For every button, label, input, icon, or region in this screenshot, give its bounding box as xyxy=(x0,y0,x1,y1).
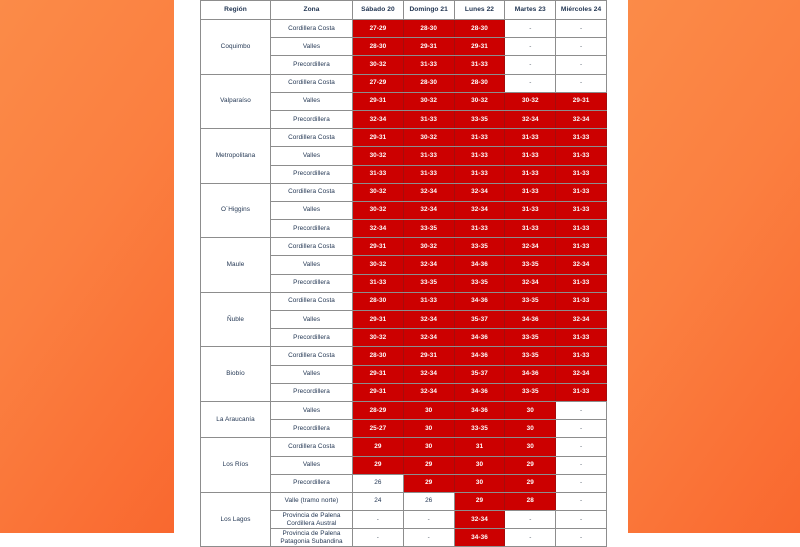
temperature-cell: 29 xyxy=(505,456,556,474)
temperature-cell: - xyxy=(556,456,607,474)
temperature-cell: - xyxy=(556,401,607,419)
temperature-cell: - xyxy=(505,74,556,92)
temperature-cell: - xyxy=(556,511,607,529)
temperature-cell: 34-36 xyxy=(505,365,556,383)
zona-cell: Precordillera xyxy=(271,420,353,438)
temperature-cell: 26 xyxy=(403,492,454,510)
region-cell: Ñuble xyxy=(201,292,271,347)
zona-cell: Precordillera xyxy=(271,474,353,492)
zona-line: Provincia de Palena xyxy=(282,530,341,538)
temperature-cell: 31-33 xyxy=(505,165,556,183)
temperature-cell: 33-35 xyxy=(505,383,556,401)
temperature-cell: 35-37 xyxy=(454,365,505,383)
temperature-cell: 31-33 xyxy=(556,165,607,183)
temperature-cell: - xyxy=(556,38,607,56)
temperature-cell: 29-31 xyxy=(353,129,404,147)
temperature-cell: 31-33 xyxy=(403,110,454,128)
table-body xyxy=(201,20,607,547)
temperature-cell: 33-35 xyxy=(505,292,556,310)
zona-cell: Valles xyxy=(271,256,353,274)
temperature-cell: 32-34 xyxy=(505,274,556,292)
temperature-cell: 29-31 xyxy=(556,92,607,110)
region-cell: O´Higgins xyxy=(201,183,271,238)
temperature-cell: 30 xyxy=(454,474,505,492)
background-panel-right xyxy=(628,0,800,533)
temperature-cell: 30 xyxy=(505,420,556,438)
temperature-cell: 30-32 xyxy=(403,129,454,147)
table-row xyxy=(201,129,607,147)
table-row xyxy=(201,492,607,510)
temperature-cell: 31-33 xyxy=(454,165,505,183)
region-cell: Biobío xyxy=(201,347,271,402)
zona-cell: Cordillera Costa xyxy=(271,347,353,365)
temperature-cell: 33-35 xyxy=(454,274,505,292)
zona-cell: Cordillera Costa xyxy=(271,74,353,92)
temperature-cell: 31-33 xyxy=(505,220,556,238)
table-row xyxy=(201,20,607,38)
temperature-cell: 33-35 xyxy=(454,238,505,256)
temperature-cell: 32-34 xyxy=(353,110,404,128)
temperature-cell: 31-33 xyxy=(556,201,607,219)
zona-cell xyxy=(271,511,353,529)
temperature-cell: 30 xyxy=(454,456,505,474)
temperature-cell: 24 xyxy=(353,492,404,510)
temperature-cell: 32-34 xyxy=(403,383,454,401)
temperature-cell: - xyxy=(556,474,607,492)
temperature-cell: 32-34 xyxy=(403,256,454,274)
table-row xyxy=(201,238,607,256)
background-panel-left xyxy=(0,0,174,533)
region-cell: La Araucanía xyxy=(201,401,271,437)
table-row xyxy=(201,292,607,310)
temperature-cell: 31-33 xyxy=(454,129,505,147)
temperature-cell: 32-34 xyxy=(454,511,505,529)
temperature-cell: - xyxy=(556,529,607,547)
temperature-cell: - xyxy=(505,529,556,547)
temperature-cell: 28-30 xyxy=(353,292,404,310)
temperature-cell: 34-36 xyxy=(454,383,505,401)
temperature-cell: 31-33 xyxy=(556,292,607,310)
temperature-cell: 31-33 xyxy=(505,147,556,165)
table-row xyxy=(201,183,607,201)
temperature-cell: 32-34 xyxy=(454,183,505,201)
temperature-cell: 32-34 xyxy=(403,365,454,383)
temperature-cell: 31-33 xyxy=(403,56,454,74)
temperature-cell: 32-34 xyxy=(505,110,556,128)
temperature-cell: 30-32 xyxy=(505,92,556,110)
temperature-cell: 30-32 xyxy=(353,183,404,201)
temperature-cell: - xyxy=(353,529,404,547)
temperature-cell: 31-33 xyxy=(505,183,556,201)
temperature-cell: 31-33 xyxy=(556,147,607,165)
temperature-cell: 30 xyxy=(403,438,454,456)
temperature-cell: 30-32 xyxy=(353,56,404,74)
temperature-cell: 32-34 xyxy=(556,110,607,128)
zona-cell: Valles xyxy=(271,311,353,329)
zona-cell: Valle (tramo norte) xyxy=(271,492,353,510)
temperature-cell: 31-33 xyxy=(556,220,607,238)
temperature-cell: 31 xyxy=(454,438,505,456)
temperature-cell: 34-36 xyxy=(454,256,505,274)
temperature-cell: 34-36 xyxy=(454,347,505,365)
temperature-cell: 28-29 xyxy=(353,401,404,419)
temperature-cell: 30-32 xyxy=(403,238,454,256)
zona-cell xyxy=(271,529,353,547)
temperature-cell: 33-35 xyxy=(454,420,505,438)
temperature-cell: 28-30 xyxy=(403,74,454,92)
temperature-cell: 34-36 xyxy=(454,329,505,347)
temperature-cell: 32-34 xyxy=(353,220,404,238)
zona-cell: Precordillera xyxy=(271,220,353,238)
column-header-day-4: Martes 23 xyxy=(505,1,556,20)
temperature-cell: 32-34 xyxy=(403,329,454,347)
temperature-cell: 34-36 xyxy=(505,311,556,329)
temperature-cell: 31-33 xyxy=(454,147,505,165)
temperature-cell: 32-34 xyxy=(454,201,505,219)
temperature-cell: 31-33 xyxy=(556,347,607,365)
temperature-cell: 29 xyxy=(505,474,556,492)
temperature-cell: 28-30 xyxy=(454,74,505,92)
header-row xyxy=(201,1,607,20)
temperature-cell: 29-31 xyxy=(403,38,454,56)
zona-cell: Precordillera xyxy=(271,165,353,183)
temperature-cell: 31-33 xyxy=(454,56,505,74)
temperature-cell: 31-33 xyxy=(556,183,607,201)
temperature-cell: 28-30 xyxy=(403,20,454,38)
temperature-cell: - xyxy=(353,511,404,529)
column-header-day-3: Lunes 22 xyxy=(454,1,505,20)
temperature-cell: 29 xyxy=(353,456,404,474)
temperature-cell: 29 xyxy=(403,456,454,474)
temperature-cell: 29 xyxy=(454,492,505,510)
zona-cell: Cordillera Costa xyxy=(271,20,353,38)
zona-cell: Precordillera xyxy=(271,110,353,128)
table-row xyxy=(201,438,607,456)
temperature-cell: 33-35 xyxy=(505,347,556,365)
temperature-cell: 32-34 xyxy=(556,256,607,274)
temperature-cell: 31-33 xyxy=(454,220,505,238)
temperature-cell: 33-35 xyxy=(403,220,454,238)
temperature-cell: - xyxy=(556,492,607,510)
temperature-cell: 31-33 xyxy=(556,129,607,147)
temperature-cell: 31-33 xyxy=(505,201,556,219)
temperature-cell: 34-36 xyxy=(454,401,505,419)
temperature-cell: 32-34 xyxy=(556,311,607,329)
temperature-cell: 33-35 xyxy=(454,110,505,128)
temperature-cell: 31-33 xyxy=(353,274,404,292)
temperature-cell: 31-33 xyxy=(556,274,607,292)
temperature-cell: 31-33 xyxy=(505,129,556,147)
temperature-cell: 34-36 xyxy=(454,292,505,310)
temperature-cell: 32-34 xyxy=(556,365,607,383)
temperature-cell: 27-29 xyxy=(353,74,404,92)
region-cell: Coquimbo xyxy=(201,20,271,75)
temperature-cell: 29-31 xyxy=(403,347,454,365)
temperature-cell: 29 xyxy=(403,474,454,492)
column-header-day-1: Sábado 20 xyxy=(353,1,404,20)
table-header xyxy=(201,1,607,20)
temperature-cell: - xyxy=(556,20,607,38)
temperature-cell: 30 xyxy=(403,401,454,419)
zona-cell: Precordillera xyxy=(271,329,353,347)
temperature-cell: 31-33 xyxy=(556,383,607,401)
temperature-cell: 31-33 xyxy=(403,147,454,165)
temperature-cell: 30-32 xyxy=(403,92,454,110)
region-cell: Valparaíso xyxy=(201,74,271,129)
temperature-cell: - xyxy=(505,38,556,56)
temperature-cell: 30-32 xyxy=(353,147,404,165)
temperature-cell: - xyxy=(403,511,454,529)
zona-line: Patagonia Subandina xyxy=(280,537,343,545)
temperature-cell: - xyxy=(403,529,454,547)
temperature-cell: 31-33 xyxy=(353,165,404,183)
temperature-cell: 25-27 xyxy=(353,420,404,438)
zona-cell: Precordillera xyxy=(271,56,353,74)
temperature-cell: 30-32 xyxy=(353,329,404,347)
temperature-cell: 30 xyxy=(403,420,454,438)
temperature-cell: 32-34 xyxy=(505,238,556,256)
temperature-cell: 34-36 xyxy=(454,529,505,547)
column-header-zona: Zona xyxy=(271,1,353,20)
table-row xyxy=(201,74,607,92)
zona-cell: Cordillera Costa xyxy=(271,292,353,310)
region-cell: Los Ríos xyxy=(201,438,271,493)
temperature-cell: 29-31 xyxy=(454,38,505,56)
temperature-cell: 32-34 xyxy=(403,311,454,329)
region-cell: Los Lagos xyxy=(201,492,271,547)
table-row xyxy=(201,347,607,365)
temperature-cell: 30 xyxy=(505,438,556,456)
region-cell: Maule xyxy=(201,238,271,293)
temperature-cell: 32-34 xyxy=(403,183,454,201)
zona-line: Provincia de Palena xyxy=(282,511,341,519)
temperature-cell: 29 xyxy=(353,438,404,456)
temperature-cell: 29-31 xyxy=(353,238,404,256)
zona-cell: Precordillera xyxy=(271,383,353,401)
zona-cell: Precordillera xyxy=(271,274,353,292)
zona-cell: Valles xyxy=(271,401,353,419)
temperature-cell: 29-31 xyxy=(353,311,404,329)
temperature-cell: - xyxy=(505,20,556,38)
temperature-cell: 30-32 xyxy=(454,92,505,110)
zona-cell: Cordillera Costa xyxy=(271,129,353,147)
temperature-cell: 28-30 xyxy=(454,20,505,38)
temperature-cell: 33-35 xyxy=(505,256,556,274)
temperature-cell: 28 xyxy=(505,492,556,510)
region-cell: Metropolitana xyxy=(201,129,271,184)
temperature-cell: 31-33 xyxy=(556,238,607,256)
temperature-cell: 35-37 xyxy=(454,311,505,329)
zona-cell: Valles xyxy=(271,38,353,56)
temperature-table xyxy=(200,0,607,547)
temperature-cell: - xyxy=(556,56,607,74)
temperature-cell: 29-31 xyxy=(353,92,404,110)
temperature-cell: 30-32 xyxy=(353,256,404,274)
zona-cell: Valles xyxy=(271,456,353,474)
temperature-cell: 31-33 xyxy=(403,292,454,310)
temperature-cell: 26 xyxy=(353,474,404,492)
temperature-cell: 31-33 xyxy=(556,329,607,347)
zona-cell: Valles xyxy=(271,365,353,383)
table-row xyxy=(201,401,607,419)
zona-cell: Valles xyxy=(271,147,353,165)
temperature-cell: - xyxy=(505,511,556,529)
zona-cell: Cordillera Costa xyxy=(271,238,353,256)
temperature-cell: 28-30 xyxy=(353,347,404,365)
temperature-cell: 32-34 xyxy=(403,201,454,219)
temperature-cell: 29-31 xyxy=(353,365,404,383)
temperature-cell: - xyxy=(505,56,556,74)
temperature-cell: 30-32 xyxy=(353,201,404,219)
column-header-day-2: Domingo 21 xyxy=(403,1,454,20)
temperature-cell: 30 xyxy=(505,401,556,419)
temperature-cell: 29-31 xyxy=(353,383,404,401)
zona-cell: Cordillera Costa xyxy=(271,438,353,456)
temperature-cell: 27-29 xyxy=(353,20,404,38)
temperature-cell: - xyxy=(556,420,607,438)
temperature-cell: 31-33 xyxy=(403,165,454,183)
zona-line: Cordillera Austral xyxy=(286,519,337,527)
temperature-table-container xyxy=(200,0,606,545)
temperature-cell: - xyxy=(556,74,607,92)
column-header-region: Región xyxy=(201,1,271,20)
column-header-day-5: Miércoles 24 xyxy=(556,1,607,20)
temperature-cell: 33-35 xyxy=(403,274,454,292)
zona-cell: Valles xyxy=(271,92,353,110)
temperature-cell: 28-30 xyxy=(353,38,404,56)
zona-cell: Cordillera Costa xyxy=(271,183,353,201)
zona-cell: Valles xyxy=(271,201,353,219)
temperature-cell: 33-35 xyxy=(505,329,556,347)
temperature-cell: - xyxy=(556,438,607,456)
